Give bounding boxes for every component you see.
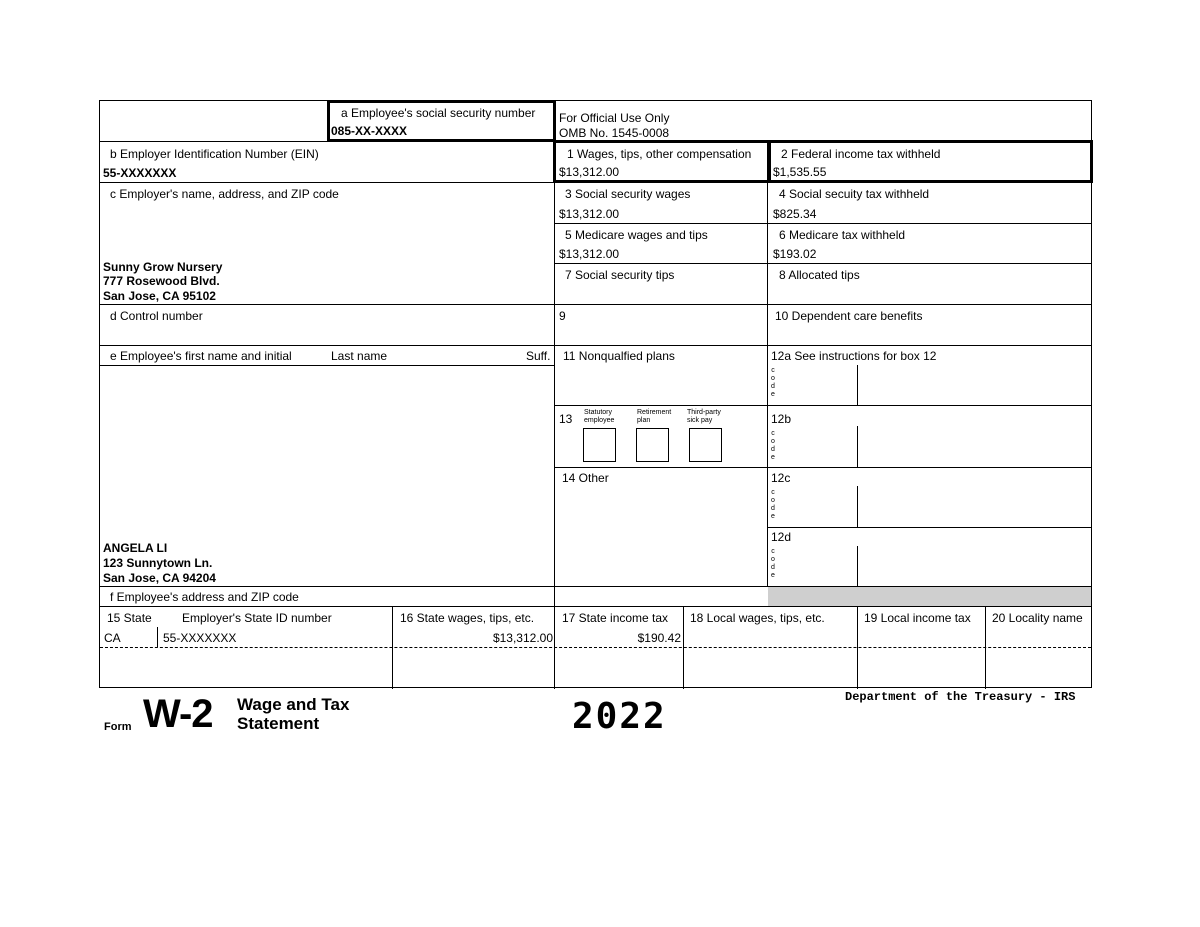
employee-city: San Jose, CA 94204 xyxy=(103,571,216,585)
box-4-label: 4 Social secuity tax withheld xyxy=(779,187,930,201)
divider xyxy=(768,141,771,183)
omb-number: OMB No. 1545-0008 xyxy=(559,126,670,140)
ss-wages-value: $13,312.00 xyxy=(559,207,620,221)
box-d-label: d Control number xyxy=(110,309,203,323)
box-20-label: 20 Locality name xyxy=(992,611,1083,625)
box-17-label: 17 State income tax xyxy=(562,611,669,625)
box-12d-code-label: c o d e xyxy=(771,548,775,579)
box-12b-code-label: c o d e xyxy=(771,430,775,461)
medicare-wages-value: $13,312.00 xyxy=(559,247,620,261)
box-9-label: 9 xyxy=(559,309,566,323)
box-12c-code-label: c o d e xyxy=(771,489,775,520)
ein-value: 55-XXXXXXX xyxy=(103,166,177,180)
divider xyxy=(857,546,858,586)
box-b-label: b Employer Identification Number (EIN) xyxy=(110,147,319,161)
retirement-plan-checkbox[interactable] xyxy=(636,428,669,462)
sick-pay-label: Third-party sick pay xyxy=(687,409,721,424)
divider xyxy=(554,223,1091,224)
state-wages-value: $13,312.00 xyxy=(492,631,553,645)
divider xyxy=(554,467,1091,468)
divider xyxy=(857,486,858,527)
box-6-label: 6 Medicare tax withheld xyxy=(779,228,906,242)
divider xyxy=(554,101,555,689)
federal-tax-value: $1,535.55 xyxy=(773,165,827,179)
divider xyxy=(100,647,1091,648)
last-name-label: Last name xyxy=(331,349,388,363)
box-12a-code-label: c o d e xyxy=(771,367,775,398)
divider xyxy=(100,365,554,366)
box-1-label: 1 Wages, tips, other compensation xyxy=(567,147,752,161)
box-5-label: 5 Medicare wages and tips xyxy=(565,228,708,242)
retirement-label: Retirement plan xyxy=(637,409,672,424)
box-13-label: 13 xyxy=(559,412,573,426)
state-id-value: 55-XXXXXXX xyxy=(163,631,237,645)
box-12c-label: 12c xyxy=(771,471,791,485)
wages-value: $13,312.00 xyxy=(559,165,620,179)
state-value: CA xyxy=(104,631,121,645)
form-title: Wage and Tax Statement xyxy=(237,695,350,733)
employer-city: San Jose, CA 95102 xyxy=(103,289,216,303)
box-16-label: 16 State wages, tips, etc. xyxy=(400,611,535,625)
divider xyxy=(554,405,1091,406)
box-19-label: 19 Local income tax xyxy=(864,611,971,625)
box-e-label: e Employee's first name and initial xyxy=(110,349,292,363)
w2-form xyxy=(99,100,1092,688)
box-11-label: 11 Nonqualfied plans xyxy=(563,349,675,363)
department-label: Department of the Treasury - IRS xyxy=(845,690,1076,704)
ssn-value: 085-XX-XXXX xyxy=(331,124,408,138)
employee-street: 123 Sunnytown Ln. xyxy=(103,556,213,570)
third-party-sick-pay-checkbox[interactable] xyxy=(689,428,722,462)
tax-year: 2022 xyxy=(572,696,667,737)
employer-name: Sunny Grow Nursery xyxy=(103,260,223,274)
suffix-label: Suff. xyxy=(526,349,551,363)
divider xyxy=(767,141,768,586)
box-c-label: c Employer's name, address, and ZIP code xyxy=(110,187,339,201)
statutory-employee-checkbox[interactable] xyxy=(583,428,616,462)
box-15-label: 15 State xyxy=(107,611,152,625)
divider xyxy=(857,365,858,405)
box-10-label: 10 Dependent care benefits xyxy=(775,309,923,323)
box-3-label: 3 Social security wages xyxy=(565,187,691,201)
employee-name: ANGELA LI xyxy=(103,541,168,555)
state-id-label: Employer's State ID number xyxy=(182,611,332,625)
form-label: Form xyxy=(104,721,132,733)
box-12a-label: 12a See instructions for box 12 xyxy=(771,349,937,363)
box-7-label: 7 Social security tips xyxy=(565,268,675,282)
box-14-label: 14 Other xyxy=(562,471,609,485)
state-tax-value: $190.42 xyxy=(637,631,681,645)
box-2-label: 2 Federal income tax withheld xyxy=(781,147,941,161)
statutory-label: Statutory employee xyxy=(584,409,615,424)
divider xyxy=(100,606,1091,607)
official-use-label: For Official Use Only xyxy=(559,111,670,125)
divider xyxy=(857,426,858,467)
box-12b-label: 12b xyxy=(771,412,792,426)
medicare-tax-value: $193.02 xyxy=(773,247,817,261)
box-18-label: 18 Local wages, tips, etc. xyxy=(690,611,825,625)
ss-tax-value: $825.34 xyxy=(773,207,817,221)
box-12d-label: 12d xyxy=(771,530,792,544)
box-a-label: a Employee's social security number xyxy=(341,106,536,120)
box-f-label: f Employee's address and ZIP code xyxy=(110,590,299,604)
divider xyxy=(100,304,1091,305)
divider xyxy=(767,527,1091,528)
box-8-label: 8 Allocated tips xyxy=(779,268,860,282)
divider xyxy=(100,345,1091,346)
employer-street: 777 Rosewood Blvd. xyxy=(103,274,220,288)
divider xyxy=(157,627,158,647)
form-code: W-2 xyxy=(143,692,213,736)
divider xyxy=(554,263,1091,264)
shaded-area xyxy=(768,587,1091,606)
